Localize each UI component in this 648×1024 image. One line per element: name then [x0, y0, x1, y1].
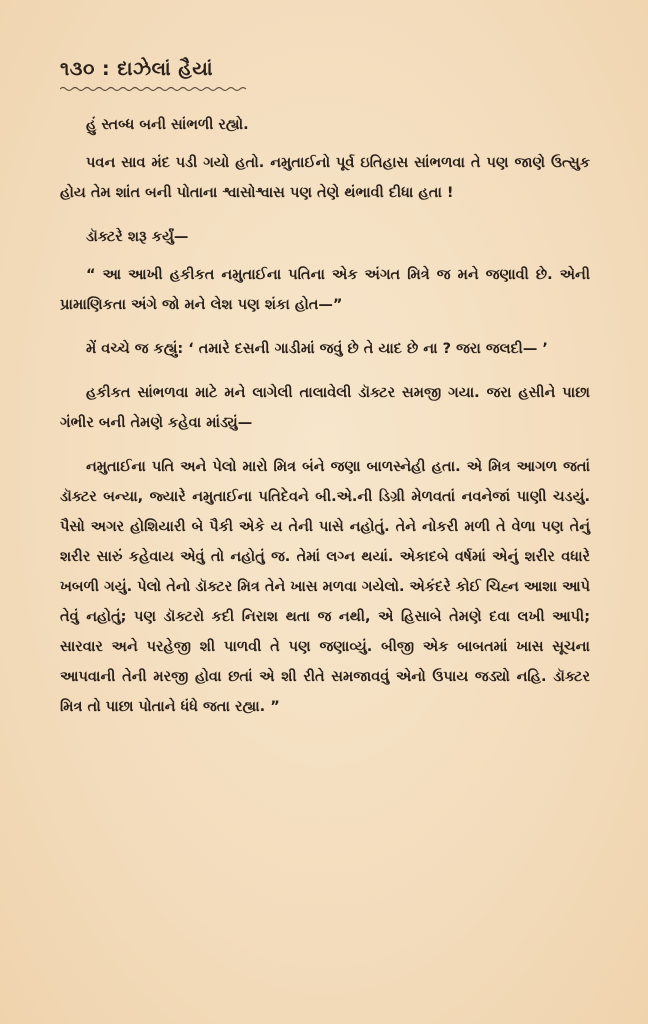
paragraph-1: હું સ્તબ્ધ બની સાંભળી રહ્યો. [86, 117, 249, 133]
paragraph-4: “ આ આખી હકીકત નમુતાઈના પતિના એક અંગત મિત્રે જ મને જણાવી છે. એની પ્રામાણિકતા અંગે જો મને લેશ પણ શંકા હોત—” [60, 267, 590, 313]
paragraph-2: પવન સાવ મંદ પડી ગયો હતો. નમુતાઈનો પૂર્વ ઇતિહાસ સાંભળવા તે પણ જાણે ઉત્સુક હોય તેમ શાંત બની પોતાના શ્વાસોશ્વાસ પણ તેણે થંભાવી દીધા હતા ! [60, 155, 590, 201]
wavy-head-rule [60, 86, 248, 92]
running-head: ૧૩૦ : દાઝેલાં હૈયાં [60, 58, 213, 80]
body-text [60, 110, 590, 736]
paragraph-6: હકીકત સાંભળવા માટે મને લાગેલી તાલાવેલી ડૉક્ટર સમજી ગયા. જરા હસીને પાછા ગંભીર બની તેમણે કહેવા માંડ્યું— [60, 385, 590, 431]
paragraph-3: ડૉક્ટરે શરૂ કર્યું— [86, 229, 189, 245]
paragraph-7: નમુતાઈના પતિ અને પેલો મારો મિત્ર બંને જણા બાળસ્નેહી હતા. એ મિત્ર આગળ જતાં ડૉક્ટર બન્યા, જ્યારે નમુતાઈના પતિદેવને બી.એ.ની ડિગ્રી મેળવતાં નવનેજાં પાણી ચડયું. પૈસો અગર હોશિયારી બે પૈકી એકે ય તેની પાસે નહોતું. તેને નોકરી મળી તે વેળા પણ તેનું શરીર સારું કહેવાય એવું તો નહોતું જ. તેમાં લગ્ન થયાં. એકાદબે વર્ષમાં એનું શરીર વધારે ખબળી ગયું. પેલો તેનો ડૉક્ટર મિત્ર તેને ખાસ મળવા ગયેલો. એકંદરે કોઈ ચિહ્ન આશા આપે તેવું નહોતું; પણ ડૉક્ટરો કદી નિરાશ થતા જ નથી, એ હિસાબે તેમણે દવા લખી આપી; સારવાર અને પરહેજી શી પાળવી તે પણ જણાવ્યું. બીજી એક બાબતમાં ખાસ સૂચના આપવાની તેની મરજી હોવા છતાં એ શી રીતે સમજાવવું એનો ઉપાય જડ્યો નહિ. ડૉક્ટર મિત્ર તો પાછા પોતાને ધંધે જતા રહ્યા. ” [60, 459, 590, 715]
paragraph-5: મેં વચ્ચે જ કહ્યું: ‘ તમારે દસની ગાડીમાં જવું છે તે યાદ છે ના ? જરા જલદી— ’ [86, 341, 548, 357]
